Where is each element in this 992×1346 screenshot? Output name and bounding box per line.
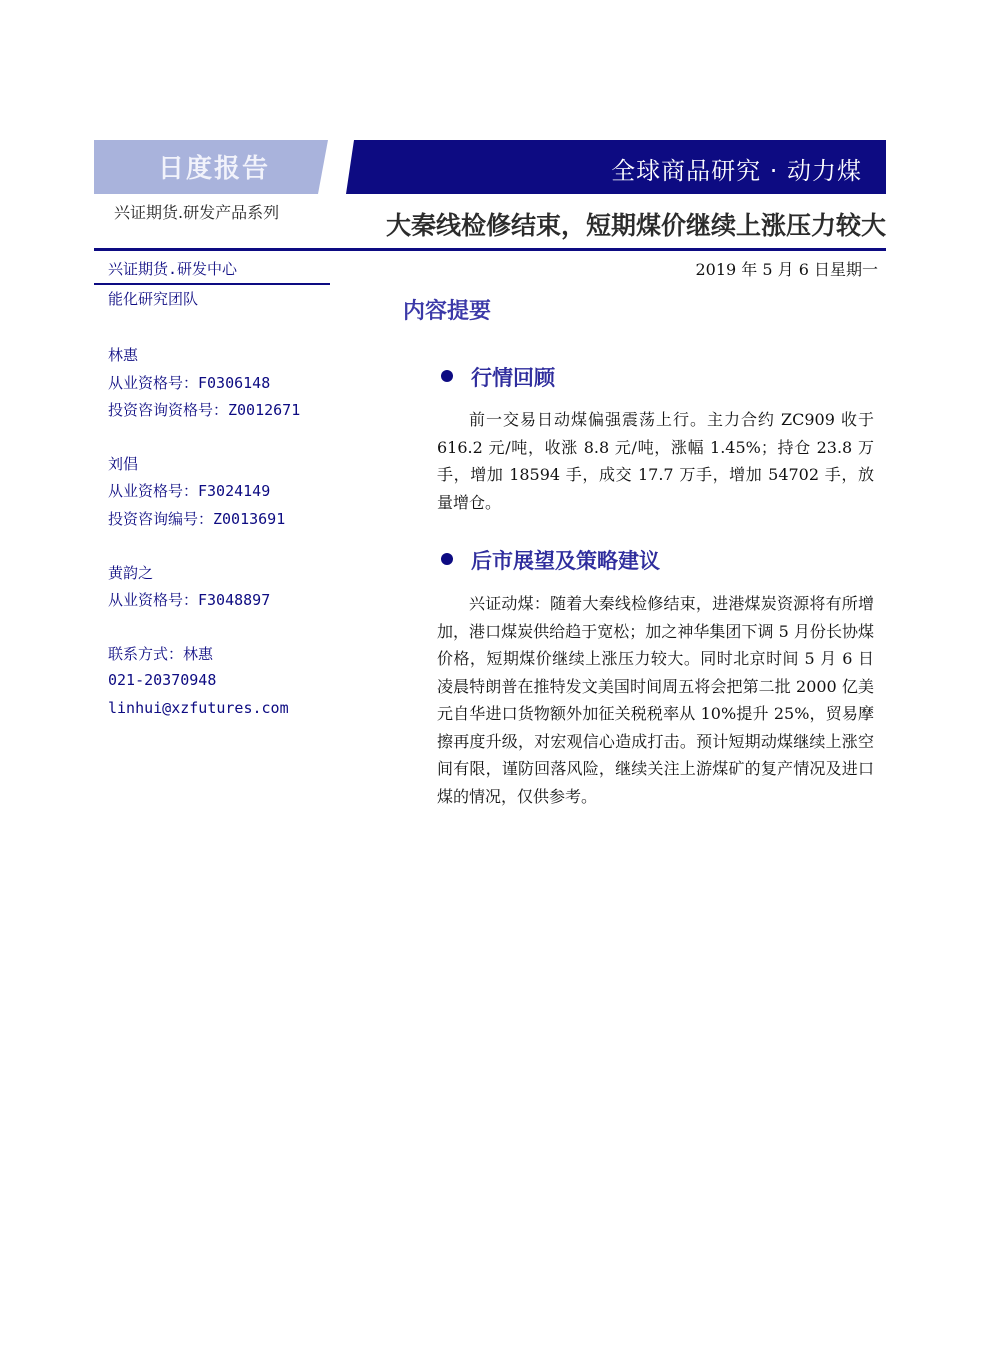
analyst-name: 林惠 bbox=[108, 346, 139, 364]
summary-title: 内容提要 bbox=[403, 299, 492, 324]
product-series: 兴证期货.研发产品系列 bbox=[114, 203, 280, 222]
report-category: 全球商品研究 · 动力煤 bbox=[611, 157, 862, 185]
analyst-name: 刘倡 bbox=[108, 455, 139, 473]
analyst-qualification: 从业资格号：F3048897 bbox=[108, 591, 271, 609]
section-title-outlook: 后市展望及策略建议 bbox=[471, 549, 660, 573]
analyst-consulting-id: 投资咨询资格号：Z0012671 bbox=[108, 401, 301, 419]
contact-email[interactable]: linhui@xzfutures.com bbox=[108, 699, 289, 717]
team-name: 能化研究团队 bbox=[108, 290, 199, 308]
analyst-qualification: 从业资格号：F0306148 bbox=[108, 374, 271, 392]
section-text-outlook: 兴证动煤：随着大秦线检修结束，进港煤炭资源将有所增加，港口煤炭供给趋于宽松；加之神华集团下调 5 月份长协煤价格，短期煤价继续上涨压力较大。同时北京时间 5 月 6 日凌晨特朗普在推特发文美国时间周五将会把第二批 2000 亿美元自华进口货物额外加征关税税率从 10%提升 25%，贸易摩擦再度升级，对宏观信心造成打击。预计短期动煤继续上涨空间有限，谨防回落风险，继续关注上游煤矿的复产情况及进口煤的情况，仅供参考。 bbox=[437, 594, 874, 806]
analyst-name: 黄韵之 bbox=[108, 564, 154, 582]
sidebar-rule bbox=[94, 283, 330, 285]
report-headline: 大秦线检修结束，短期煤价继续上涨压力较大 bbox=[385, 211, 886, 240]
org-name: 兴证期货.研发中心 bbox=[108, 260, 238, 278]
contact-phone: 021-20370948 bbox=[108, 671, 217, 689]
bullet-icon bbox=[441, 370, 453, 382]
header-band bbox=[94, 140, 886, 194]
report-date: 2019 年 5 月 6 日星期一 bbox=[695, 260, 878, 279]
section-title-market-review: 行情回顾 bbox=[471, 366, 555, 390]
analyst-qualification: 从业资格号：F3024149 bbox=[108, 482, 271, 500]
contact-label: 联系方式：林惠 bbox=[108, 645, 214, 663]
bullet-icon bbox=[441, 553, 453, 565]
analyst-consulting-id: 投资咨询编号：Z0013691 bbox=[108, 510, 286, 528]
header-rule bbox=[94, 248, 886, 251]
report-type: 日度报告 bbox=[158, 154, 271, 184]
section-text-market-review: 前一交易日动煤偏强震荡上行。主力合约 ZC909 收于 616.2 元/吨，收涨 8.8 元/吨，涨幅 1.45%；持仓 23.8 万手，增加 18594 手，成交 17.7 万手，增加 54702 手，放量增仓。 bbox=[437, 410, 874, 512]
